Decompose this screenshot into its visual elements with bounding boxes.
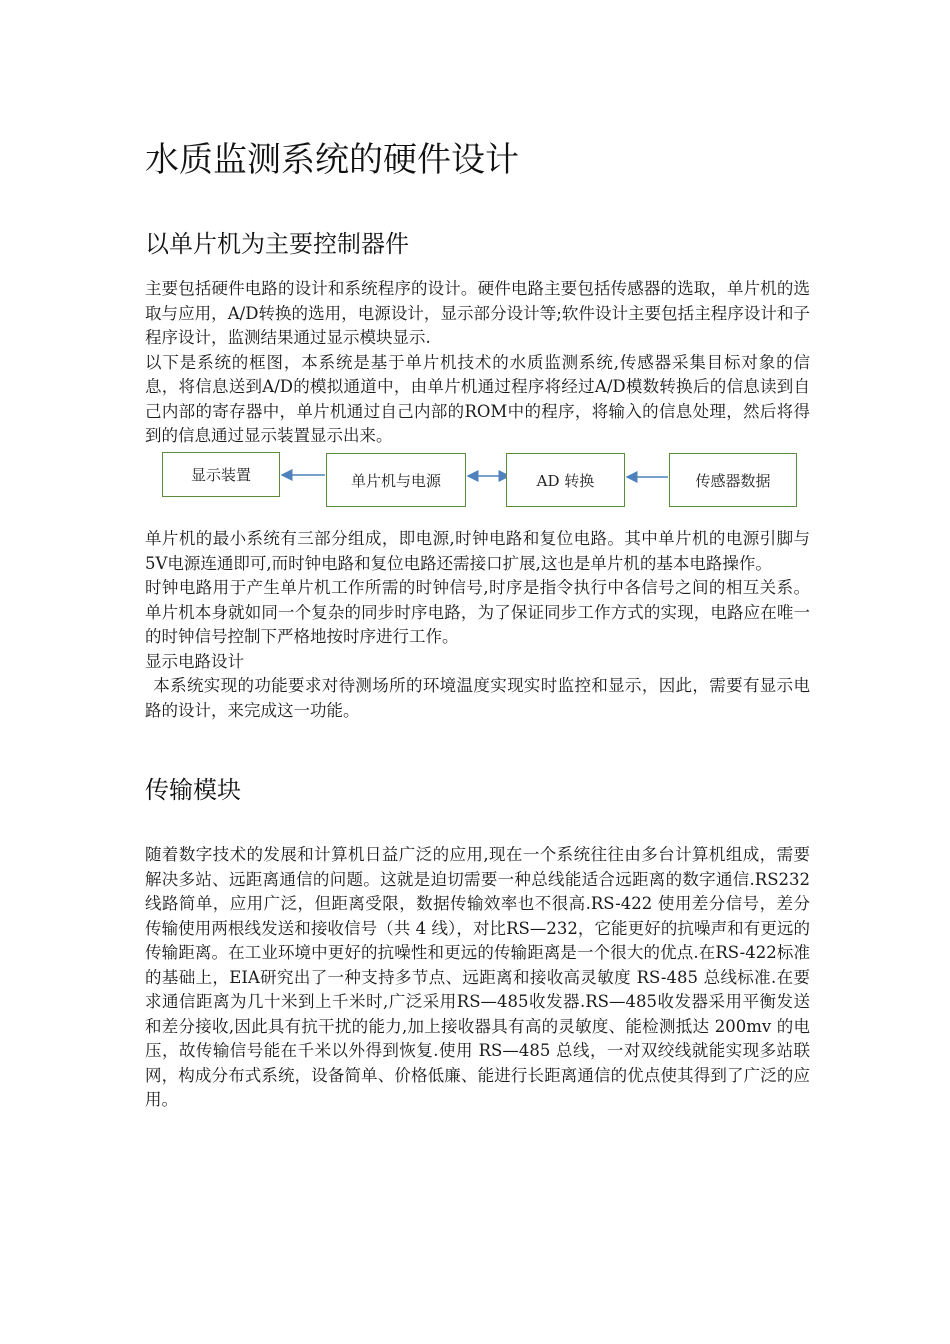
document-title: 水质监测系统的硬件设计 [145,140,519,180]
section-mcu-text [145,277,810,449]
paragraph: 时钟电路用于产生单片机工作所需的时钟信号,时序是指令执行中各信号之间的相互关系。单片机本身就如同一个复杂的同步时序电路，为了保证同步工作方式的实现，电路应在唯一的时钟信号控制下严格地按时序进行工作。 [145,578,810,646]
box-display-device: 显示装置 [162,452,280,497]
box-ad-converter: AD 转换 [506,453,625,507]
section-mcu-detail-text [145,527,810,723]
paragraph: 以下是系统的框图，本系统是基于单片机技术的水质监测系统,传感器采集目标对象的信息，将信息送到A/D的模拟通道中，由单片机通过程序将经过A/D模数转换后的信息读到自己内部的寄存器中，单片机通过自己内部的ROM中的程序，将输入的信息处理，然后将得到的信息通过显示装置显示出来。 [145,352,810,445]
box-sensor-data: 传感器数据 [669,453,797,507]
paragraph: 主要包括硬件电路的设计和系统程序的设计。硬件电路主要包括传感器的选取，单片机的选取与应用，A/D转换的选用，电源设计，显示部分设计等;软件设计主要包括主程序设计和子程序设计，监测结果通过显示模块显示. [145,279,810,347]
paragraph: 本系统实现的功能要求对待测场所的环境温度实现实时监控和显示，因此，需要有显示电路的设计，来完成这一功能。 [145,676,810,720]
section-heading-mcu: 以单片机为主要控制器件 [145,230,409,258]
box-mcu-power: 单片机与电源 [326,453,466,507]
subheading-display-circuit: 显示电路设计 [145,651,244,671]
system-block-diagram [145,450,810,510]
paragraph: 单片机的最小系统有三部分组成，即电源,时钟电路和复位电路。其中单片机的电源引脚与5V电源连通即可,而时钟电路和复位电路还需接口扩展,这也是单片机的基本电路操作。 [145,529,810,573]
section-transmission-text [145,843,810,1113]
section-heading-transmission: 传输模块 [145,776,241,804]
paragraph: 随着数字技术的发展和计算机日益广泛的应用,现在一个系统往往由多台计算机组成，需要解决多站、远距离通信的问题。这就是迫切需要一种总线能适合远距离的数字通信.RS232 线路简单，应用广泛，但距离受限，数据传输效率也不很高.RS-422 使用差分信号，差分传输使用两根线发送和接收信号（共 4 线），对比RS—232，它能更好的抗噪声和有更远的传输距离。在工业环境中更好的抗噪性和更远的传输距离是一个很大的优点.在RS-422标准的基础上，EIA研究出了一种支持多节点、远距离和接收高灵敏度 RS-485 总线标准.在要求通信距离为几十米到上千米时,广泛采用RS—485收发器.RS—485收发器采用平衡发送和差分接收,因此具有抗干扰的能力,加上接收器具有高的灵敏度、能检测抵达 200mv 的电压，故传输信号能在千米以外得到恢复.使用 RS—485 总线，一对双绞线就能实现多站联网，构成分布式系统，设备简单、价格低廉、能进行长距离通信的优点使其得到了广泛的应用。 [145,845,810,1109]
